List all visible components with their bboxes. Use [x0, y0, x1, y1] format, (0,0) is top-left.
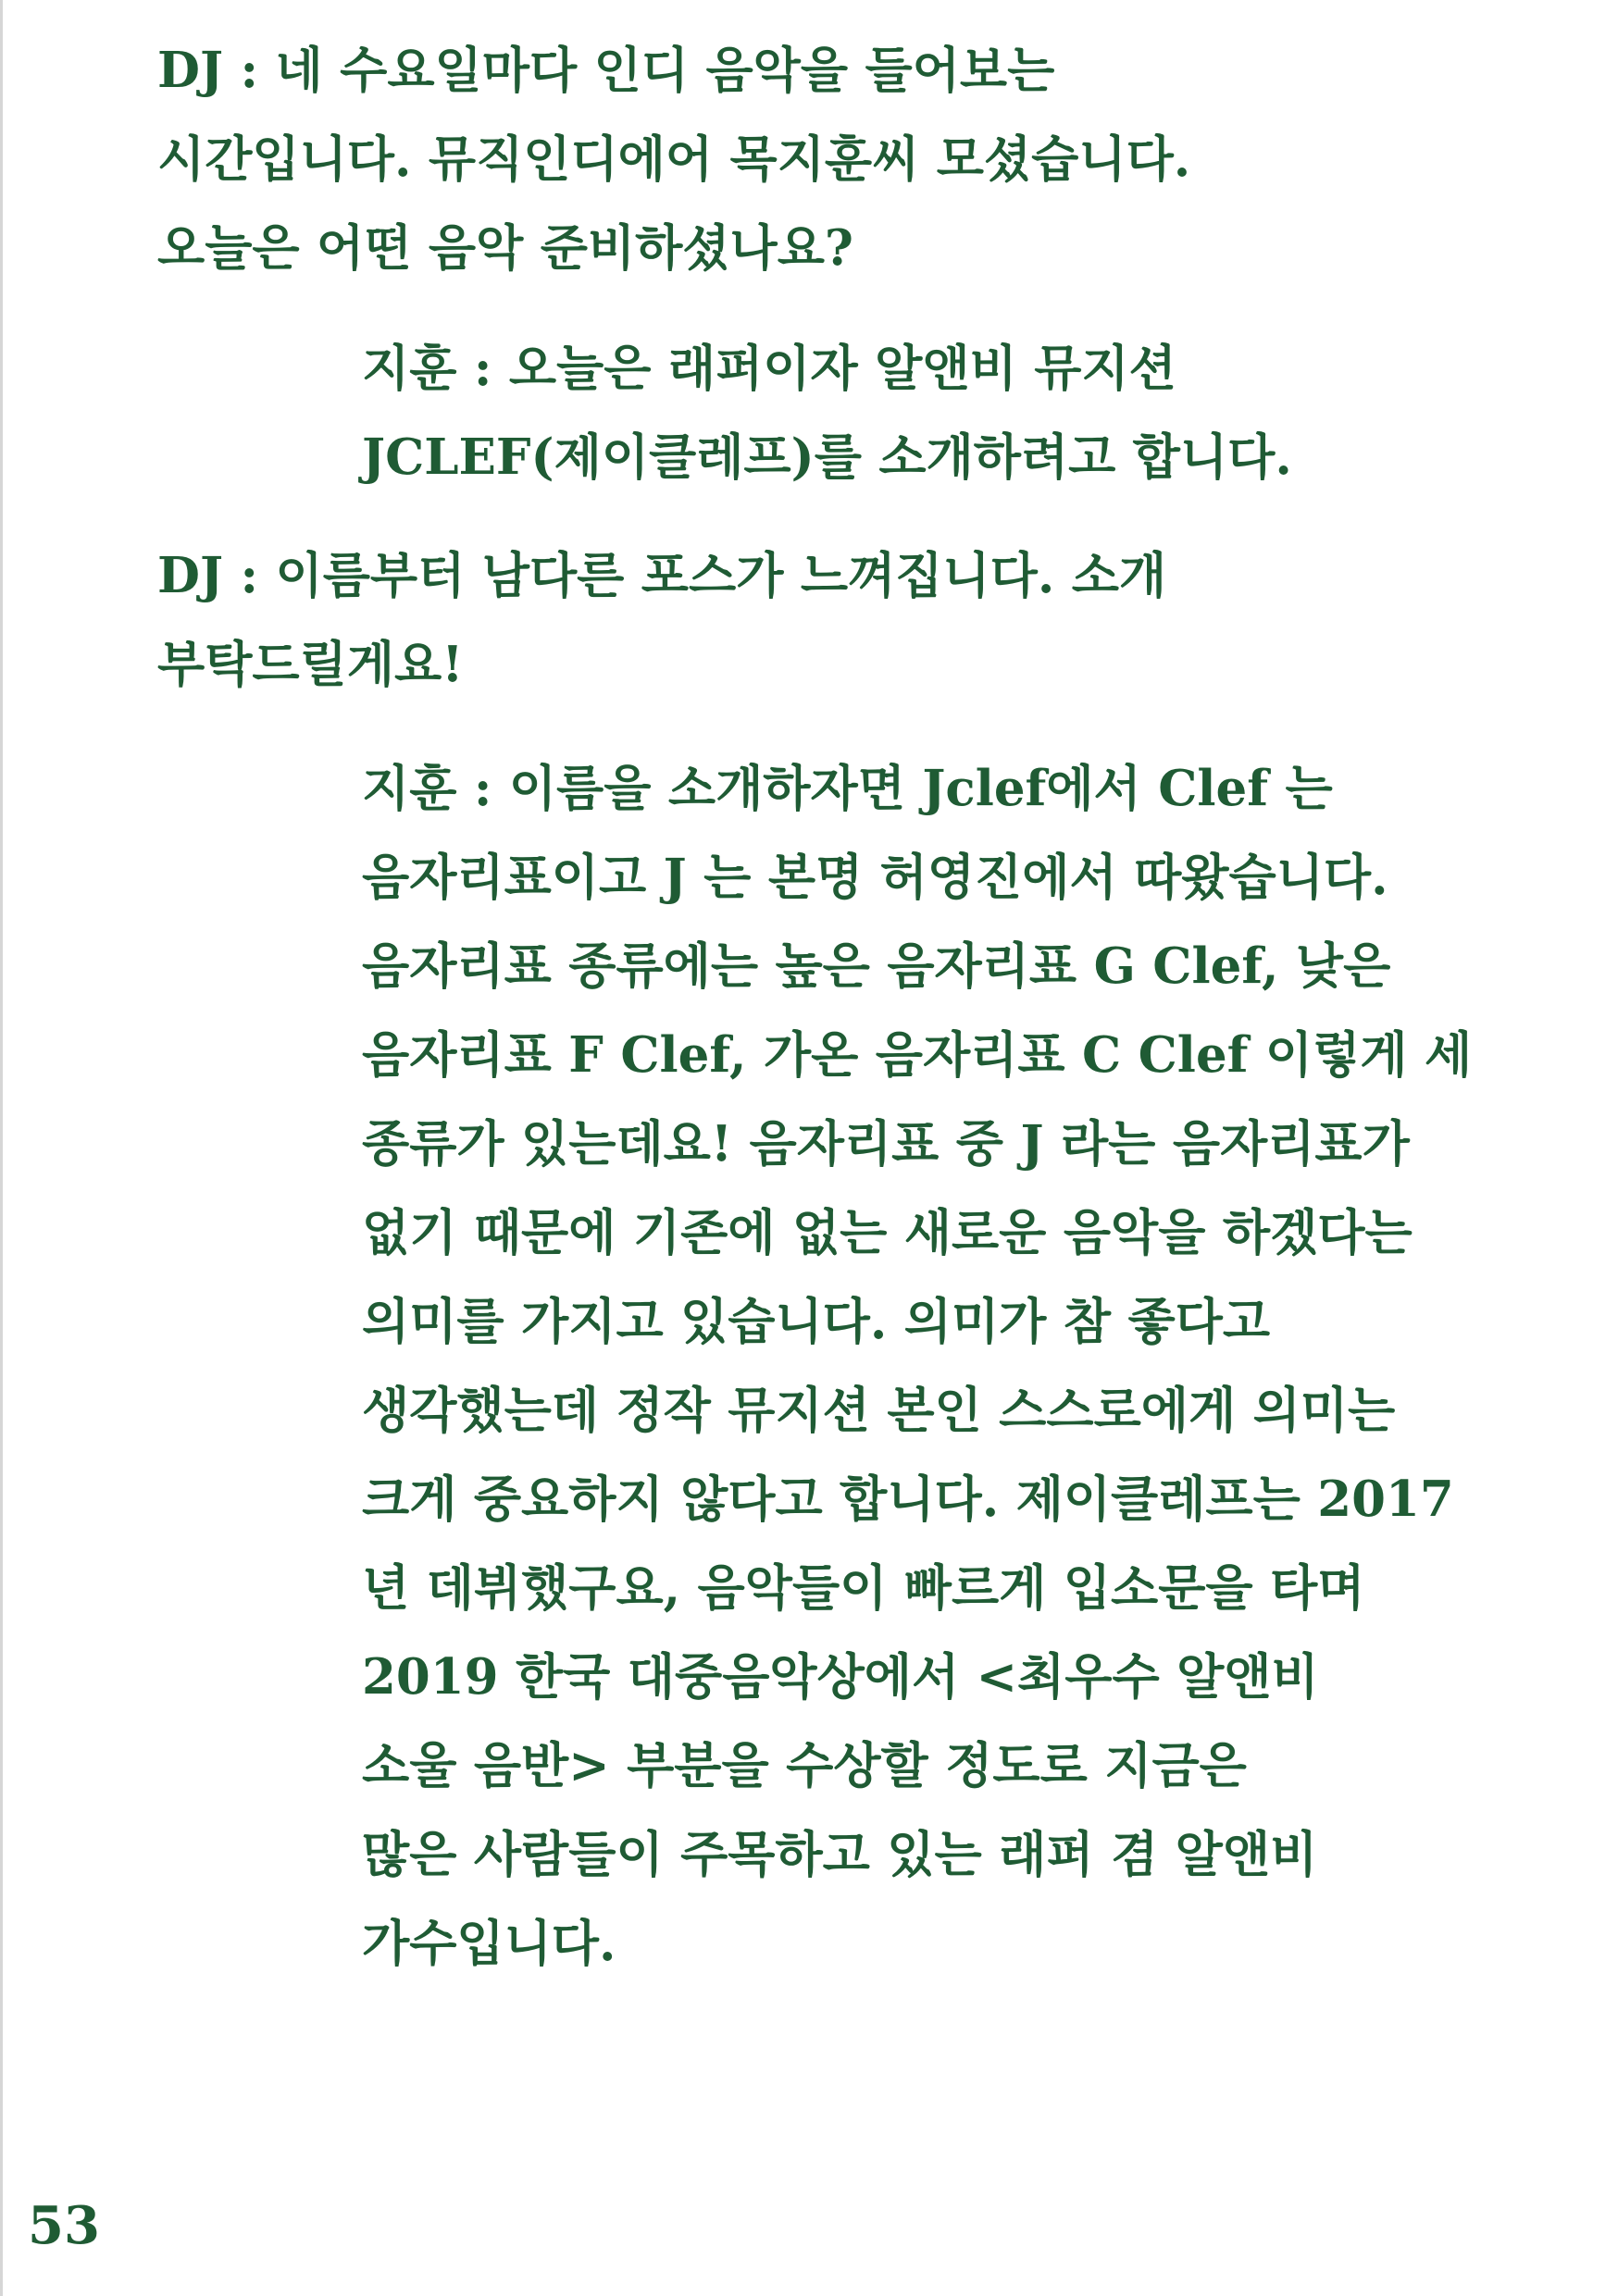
text-line: DJ : 이름부터 남다른 포스가 느껴집니다. 소개: [157, 547, 1167, 604]
text-line: 지훈 : 이름을 소개하자면 Jclef에서 Clef 는: [362, 760, 1333, 817]
text-line: 시간입니다. 뮤직인디에어 목지훈씨 모셨습니다.: [157, 130, 1191, 188]
page-number: 53: [28, 2195, 100, 2256]
dj-paragraph-1: [157, 26, 1268, 292]
text-line: 없기 때문에 기존에 없는 새로운 음악을 하겠다는: [362, 1204, 1413, 1261]
jihoon-paragraph-2: [362, 744, 1584, 1988]
text-line: 오늘은 어떤 음악 준비하셨나요?: [157, 219, 853, 277]
text-line: 음자리표 F Clef, 가온 음자리표 C Clef 이렇게 세: [362, 1026, 1473, 1084]
text-line: 생각했는데 정작 뮤지션 본인 스스로에게 의미는: [362, 1382, 1396, 1439]
text-line: 음자리표 종류에는 높은 음자리표 G Clef, 낮은: [362, 937, 1391, 995]
jihoon-paragraph-1: [362, 324, 1584, 502]
dj-paragraph-2: [157, 531, 1268, 709]
text-line: 많은 사람들이 주목하고 있는 래퍼 겸 알앤비: [362, 1826, 1318, 1883]
text-line: 소울 음반> 부분을 수상할 정도로 지금은: [362, 1737, 1247, 1794]
text-line: 의미를 가지고 있습니다. 의미가 참 좋다고: [362, 1293, 1271, 1350]
text-line: 크게 중요하지 않다고 합니다. 제이클레프는 2017: [362, 1471, 1454, 1528]
text-line: 년 데뷔했구요, 음악들이 빠르게 입소문을 타며: [362, 1559, 1365, 1617]
text-line: 부탁드릴게요!: [157, 636, 464, 693]
text-line: 가수입니다.: [362, 1915, 616, 1972]
text-line: JCLEF(제이클레프)를 소개하려고 합니다.: [362, 428, 1292, 486]
text-line: DJ : 네 수요일마다 인디 음악을 들어보는: [157, 42, 1055, 99]
text-line: 종류가 있는데요! 음자리표 중 J 라는 음자리표가: [362, 1115, 1410, 1173]
text-line: 지훈 : 오늘은 래퍼이자 알앤비 뮤지션: [362, 340, 1176, 397]
text-line: 2019 한국 대중음악상에서 <최우수 알앤비: [362, 1648, 1319, 1706]
text-line: 음자리표이고 J 는 본명 허영진에서 따왔습니다.: [362, 849, 1388, 906]
